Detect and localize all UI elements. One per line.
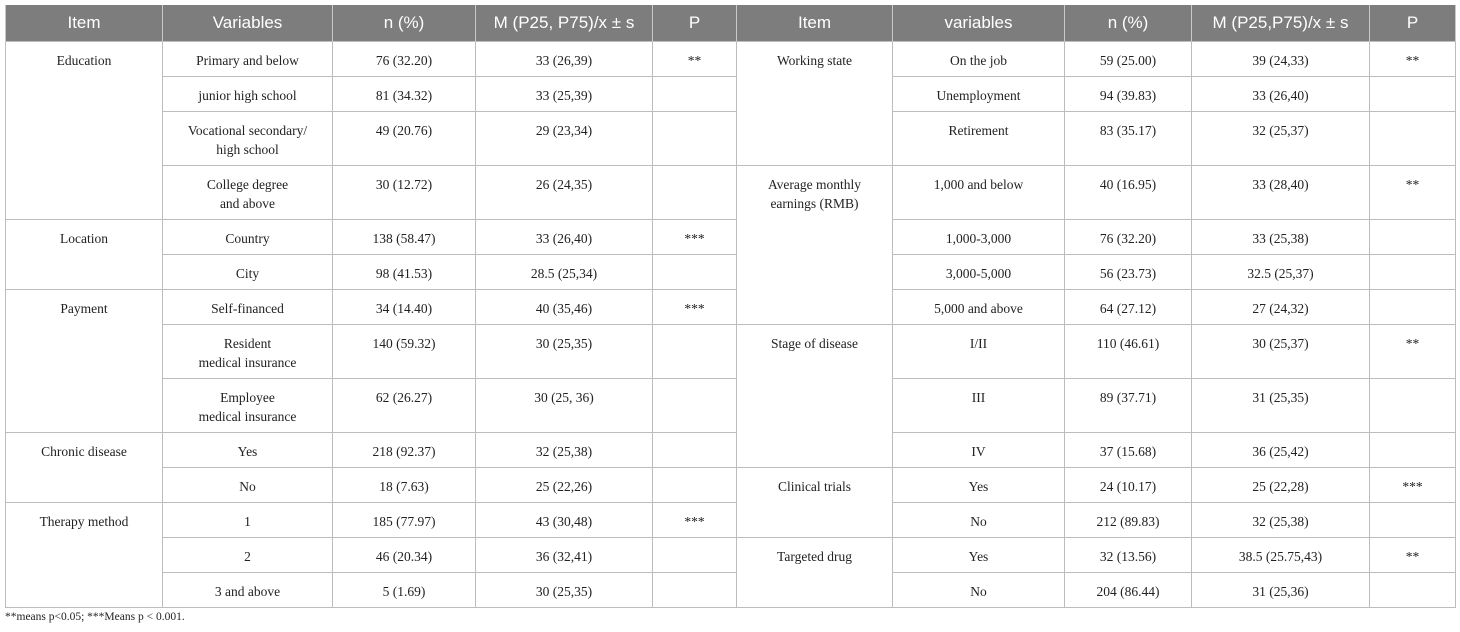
variable-cell: On the job — [893, 42, 1065, 77]
n-cell: 204 (86.44) — [1065, 573, 1192, 608]
variable-cell: Retirement — [893, 112, 1065, 166]
variable-cell: Yes — [893, 468, 1065, 503]
median-cell: 32.5 (25,37) — [1192, 255, 1370, 290]
variable-cell: III — [893, 379, 1065, 433]
p-cell — [653, 166, 737, 220]
table-row — [6, 220, 1456, 255]
variable-cell: Self-financed — [163, 290, 333, 325]
median-cell: 30 (25,37) — [1192, 325, 1370, 379]
median-cell: 43 (30,48) — [476, 503, 653, 538]
p-cell — [653, 538, 737, 573]
item-line: Average monthly — [767, 177, 862, 192]
median-cell: 25 (22,26) — [476, 468, 653, 503]
n-cell: 76 (32.20) — [1065, 220, 1192, 255]
table-row — [6, 433, 1456, 468]
results-table — [5, 5, 1456, 608]
median-cell: 25 (22,28) — [1192, 468, 1370, 503]
item-location: Location — [6, 220, 163, 290]
p-cell — [653, 325, 737, 379]
variable-cell: Country — [163, 220, 333, 255]
item-average-monthly-earnings — [737, 166, 893, 325]
median-cell: 33 (26,39) — [476, 42, 653, 77]
variable-cell: IV — [893, 433, 1065, 468]
variable-cell: 3 and above — [163, 573, 333, 608]
median-cell: 27 (24,32) — [1192, 290, 1370, 325]
n-cell: 24 (10.17) — [1065, 468, 1192, 503]
n-cell: 110 (46.61) — [1065, 325, 1192, 379]
variable-line: medical insurance — [198, 409, 297, 424]
variable-cell: 2 — [163, 538, 333, 573]
median-cell: 33 (26,40) — [476, 220, 653, 255]
variable-cell: Primary and below — [163, 42, 333, 77]
median-cell: 33 (25,38) — [1192, 220, 1370, 255]
n-cell: 56 (23.73) — [1065, 255, 1192, 290]
median-cell: 32 (25,38) — [1192, 503, 1370, 538]
table-row — [6, 290, 1456, 325]
p-cell — [653, 379, 737, 433]
p-cell: *** — [653, 220, 737, 255]
p-cell: ** — [1370, 538, 1456, 573]
median-cell: 33 (25,39) — [476, 77, 653, 112]
n-cell: 83 (35.17) — [1065, 112, 1192, 166]
p-cell — [1370, 573, 1456, 608]
variable-cell: 1,000 and below — [893, 166, 1065, 220]
item-working-state: Working state — [737, 42, 893, 166]
table-row — [6, 379, 1456, 433]
median-cell: 33 (28,40) — [1192, 166, 1370, 220]
item-education: Education — [6, 42, 163, 220]
median-cell: 36 (32,41) — [476, 538, 653, 573]
item-payment: Payment — [6, 290, 163, 433]
median-cell: 31 (25,35) — [1192, 379, 1370, 433]
variable-cell: No — [893, 573, 1065, 608]
table-row — [6, 112, 1456, 166]
p-cell — [1370, 77, 1456, 112]
n-cell: 140 (59.32) — [333, 325, 476, 379]
variable-cell: Unemployment — [893, 77, 1065, 112]
p-cell — [653, 573, 737, 608]
n-cell: 30 (12.72) — [333, 166, 476, 220]
variable-cell — [163, 325, 333, 379]
median-cell: 33 (26,40) — [1192, 77, 1370, 112]
p-cell: ** — [1370, 166, 1456, 220]
median-cell: 30 (25,35) — [476, 325, 653, 379]
table-row — [6, 166, 1456, 220]
variable-line: and above — [219, 196, 276, 211]
p-cell — [653, 77, 737, 112]
p-cell — [1370, 379, 1456, 433]
n-cell: 218 (92.37) — [333, 433, 476, 468]
variable-cell: 1,000-3,000 — [893, 220, 1065, 255]
variable-cell — [163, 379, 333, 433]
p-cell — [653, 433, 737, 468]
variable-cell: Yes — [893, 538, 1065, 573]
variable-cell: I/II — [893, 325, 1065, 379]
header-median-right: M (P25,P75)/x ± s — [1192, 5, 1370, 42]
variable-cell: junior high school — [163, 77, 333, 112]
header-item-left: Item — [6, 5, 163, 42]
n-cell: 212 (89.83) — [1065, 503, 1192, 538]
table-row — [6, 538, 1456, 573]
variable-line: medical insurance — [198, 355, 297, 370]
variable-cell: 3,000-5,000 — [893, 255, 1065, 290]
p-cell: ** — [1370, 42, 1456, 77]
n-cell: 185 (77.97) — [333, 503, 476, 538]
variable-cell: 1 — [163, 503, 333, 538]
p-cell — [1370, 112, 1456, 166]
table-footnote: **means p<0.05; ***Means p < 0.001. — [5, 611, 185, 623]
p-cell — [653, 468, 737, 503]
variable-cell: Yes — [163, 433, 333, 468]
table-row — [6, 573, 1456, 608]
n-cell: 32 (13.56) — [1065, 538, 1192, 573]
header-variables-left: Variables — [163, 5, 333, 42]
variable-cell: 5,000 and above — [893, 290, 1065, 325]
n-cell: 81 (34.32) — [333, 77, 476, 112]
n-cell: 62 (26.27) — [333, 379, 476, 433]
p-cell: *** — [653, 503, 737, 538]
variable-line: Vocational secondary/ — [187, 123, 308, 138]
n-cell: 40 (16.95) — [1065, 166, 1192, 220]
variable-line: Resident — [223, 336, 272, 351]
item-chronic-disease: Chronic disease — [6, 433, 163, 503]
header-n-right: n (%) — [1065, 5, 1192, 42]
table-row — [6, 325, 1456, 379]
p-cell: *** — [1370, 468, 1456, 503]
n-cell: 64 (27.12) — [1065, 290, 1192, 325]
item-stage-of-disease: Stage of disease — [737, 325, 893, 468]
median-cell: 32 (25,37) — [1192, 112, 1370, 166]
item-line: earnings (RMB) — [770, 196, 859, 211]
n-cell: 5 (1.69) — [333, 573, 476, 608]
item-targeted-drug: Targeted drug — [737, 538, 893, 608]
table-row — [6, 77, 1456, 112]
table-row — [6, 255, 1456, 290]
p-cell — [1370, 255, 1456, 290]
n-cell: 46 (20.34) — [333, 538, 476, 573]
item-therapy-method: Therapy method — [6, 503, 163, 608]
variable-cell — [163, 112, 333, 166]
p-cell: ** — [653, 42, 737, 77]
median-cell: 31 (25,36) — [1192, 573, 1370, 608]
p-cell — [653, 112, 737, 166]
median-cell: 30 (25, 36) — [476, 379, 653, 433]
n-cell: 98 (41.53) — [333, 255, 476, 290]
table-row — [6, 503, 1456, 538]
variable-line: Employee — [220, 390, 275, 405]
p-cell — [1370, 290, 1456, 325]
median-cell: 29 (23,34) — [476, 112, 653, 166]
variable-cell: No — [893, 503, 1065, 538]
header-n-left: n (%) — [333, 5, 476, 42]
header-variables-right: variables — [893, 5, 1065, 42]
p-cell: ** — [1370, 325, 1456, 379]
n-cell: 34 (14.40) — [333, 290, 476, 325]
p-cell — [1370, 503, 1456, 538]
header-median-left: M (P25, P75)/x ± s — [476, 5, 653, 42]
n-cell: 76 (32.20) — [333, 42, 476, 77]
variable-line: high school — [216, 142, 279, 157]
variable-cell: City — [163, 255, 333, 290]
n-cell: 89 (37.71) — [1065, 379, 1192, 433]
variable-line: College degree — [206, 177, 289, 192]
median-cell: 32 (25,38) — [476, 433, 653, 468]
item-clinical-trials: Clinical trials — [737, 468, 893, 538]
table-row — [6, 42, 1456, 77]
p-cell — [1370, 220, 1456, 255]
n-cell: 59 (25.00) — [1065, 42, 1192, 77]
variable-cell: No — [163, 468, 333, 503]
median-cell: 39 (24,33) — [1192, 42, 1370, 77]
n-cell: 37 (15.68) — [1065, 433, 1192, 468]
header-item-right: Item — [737, 5, 893, 42]
median-cell: 38.5 (25.75,43) — [1192, 538, 1370, 573]
median-cell: 30 (25,35) — [476, 573, 653, 608]
p-cell — [653, 255, 737, 290]
n-cell: 49 (20.76) — [333, 112, 476, 166]
table-row — [6, 468, 1456, 503]
n-cell: 18 (7.63) — [333, 468, 476, 503]
header-p-right: P — [1370, 5, 1456, 42]
header-row — [6, 5, 1456, 42]
variable-cell — [163, 166, 333, 220]
median-cell: 40 (35,46) — [476, 290, 653, 325]
p-cell — [1370, 433, 1456, 468]
median-cell: 26 (24,35) — [476, 166, 653, 220]
p-cell: *** — [653, 290, 737, 325]
n-cell: 138 (58.47) — [333, 220, 476, 255]
median-cell: 36 (25,42) — [1192, 433, 1370, 468]
median-cell: 28.5 (25,34) — [476, 255, 653, 290]
n-cell: 94 (39.83) — [1065, 77, 1192, 112]
header-p-left: P — [653, 5, 737, 42]
